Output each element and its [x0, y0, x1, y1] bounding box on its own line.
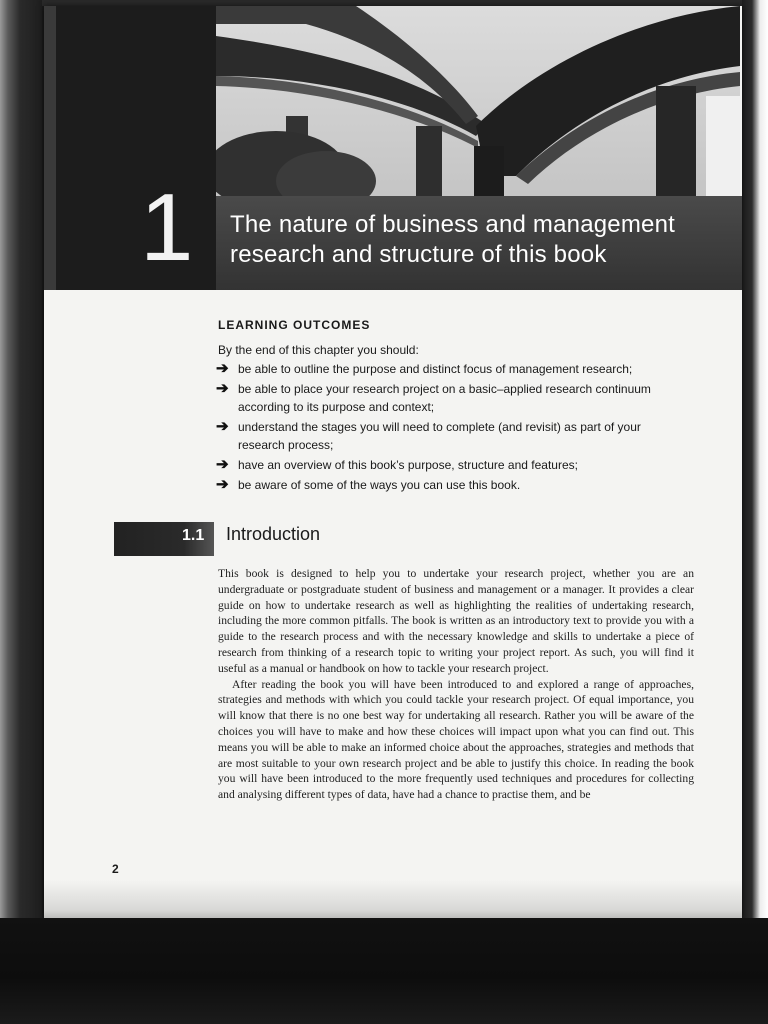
learning-outcome-item [216, 476, 686, 494]
chapter-side-strip [44, 6, 56, 290]
learning-outcome-text: be aware of some of the ways you can use this book. [238, 478, 521, 492]
learning-outcome-item [216, 360, 686, 378]
learning-outcome-item [216, 456, 686, 474]
learning-outcome-text: have an overview of this book’s purpose, structure and features; [238, 458, 578, 472]
learning-outcome-text: be able to outline the purpose and distinct focus of management research; [238, 362, 633, 376]
page-bottom-shadow [44, 880, 742, 918]
scan-right-edge [742, 0, 768, 1024]
section-title: Introduction [226, 524, 321, 544]
learning-outcome-text: understand the stages you will need to complete (and revisit) as part of your research process; [238, 420, 641, 452]
scan-bottom-edge [0, 918, 768, 1024]
learning-outcomes-intro: By the end of this chapter you should: [218, 343, 419, 357]
scan-left-edge [0, 0, 42, 1024]
bridge-photo [216, 6, 740, 202]
page-number: 2 [112, 862, 119, 876]
chapter-title-line-2: research and structure of this book [230, 241, 607, 268]
learning-outcomes-list [216, 360, 686, 496]
right-arrow-icon: ➔ [216, 418, 229, 435]
learning-outcome-item [216, 418, 686, 454]
section-number: 1.1 [182, 527, 205, 544]
chapter-title-line-1: The nature of business and management [230, 211, 676, 238]
bridge-photo-illustration [216, 6, 740, 202]
right-arrow-icon: ➔ [216, 380, 229, 397]
learning-outcome-text: be able to place your research project on a basic–applied research continuum according to its purpose and context; [238, 382, 651, 414]
learning-outcome-item [216, 380, 686, 416]
chapter-number: 1 [140, 174, 192, 281]
body-text [218, 566, 694, 803]
right-arrow-icon: ➔ [216, 360, 229, 377]
body-paragraph: After reading the book you will have been introduced to and explored a range of approaches, strategies and methods with which you could tackle your research project. Of equal importance, you will know that there is no one best way for undertaking all research. Rather you will be aware of the choices you will have to make and how these choices will impact upon what you can find out. This means you will be able to make an informed choice about the approaches, strategies and methods that are most suitable to your own research project and be able to justify this choice. In reading the book you will have been introduced to the more frequently used techniques and procedures for collecting and analysing different types of data, have had a chance to practise them, and be [218, 677, 694, 802]
right-arrow-icon: ➔ [216, 456, 229, 473]
learning-outcomes-heading: LEARNING OUTCOMES [218, 318, 371, 332]
chapter-title [230, 210, 730, 270]
body-paragraph: This book is designed to help you to undertake your research project, whether you are an undergraduate or postgraduate student of business and management or a manager. It provides a clear guide on how to undertake research as well as highlighting the realities of undertaking research, including the more common pitfalls. The book is written as an introductory text to provide you with a guide to the research process and with the necessary knowledge and skills to undertake a piece of research from thinking of a research topic to writing your project report. As such, you will find it useful as a manual or handbook on how to tackle your research project. [218, 567, 694, 675]
right-arrow-icon: ➔ [216, 476, 229, 493]
